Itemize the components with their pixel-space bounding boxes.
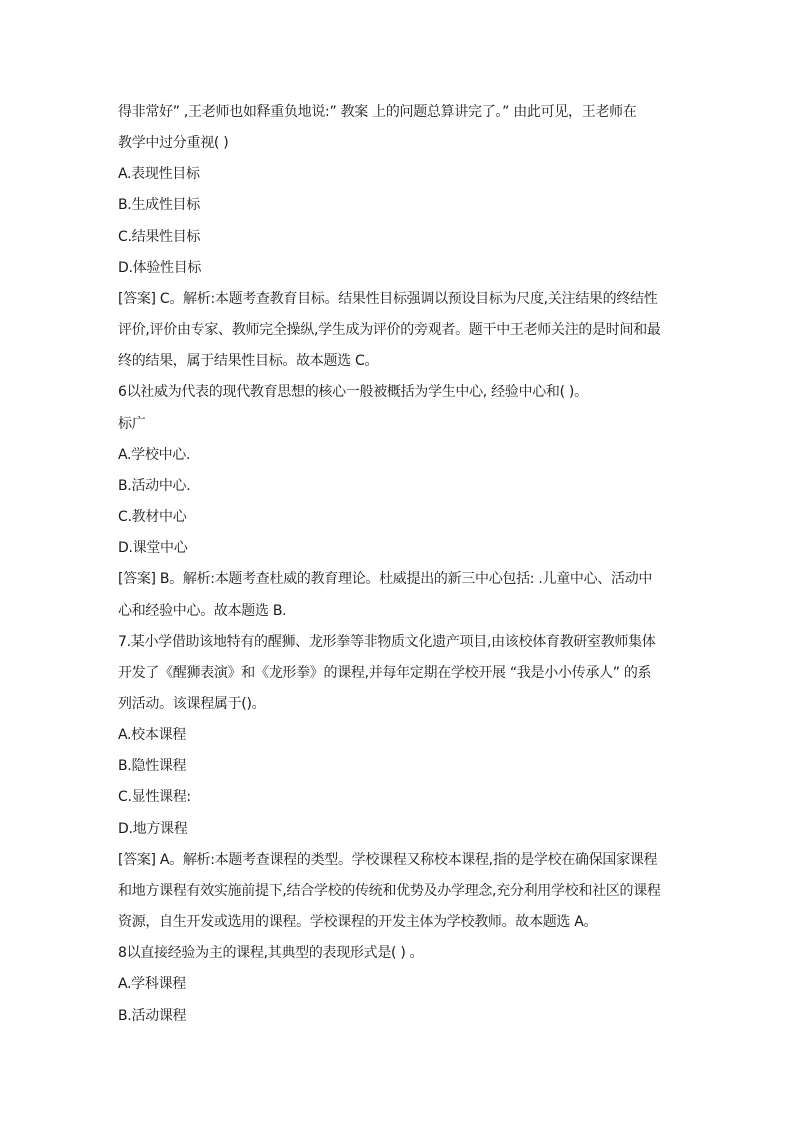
question-7-option-d: D.地方课程 (118, 820, 188, 837)
question-5-answer-end: 终的结果，属于结果性目标。故本题选 C。 (118, 353, 379, 370)
question-6-option-d: D.课堂中心 (118, 540, 188, 557)
question-5-option-d: D.体验性目标 (118, 259, 202, 276)
question-5-answer-cont: 评价,评价由专家、教师完全操纵,学生成为评价的旁观者。题干中王老师关注的是时间和最 (118, 322, 661, 339)
question-7-answer-end: 资源，自生开发或选用的课程。学校课程的开发主体为学校教师。故本题选 A。 (118, 914, 598, 931)
question-7-answer-cont: 和地方课程有效实施前提下,结合学校的传统和优势及办学理念,充分利用学校和社区的课程 (118, 882, 661, 899)
question-8-option-b: B.活动课程 (118, 1007, 187, 1024)
question-6-option-a: A.学校中心. (118, 446, 191, 463)
question-7-option-a: A.校本课程 (118, 727, 186, 744)
question-5-option-a: A.表现性目标 (118, 166, 200, 183)
question-7-stem: 7.某小学借助该地特有的醒狮、龙形拳等非物质文化遗产项目,由该校体育教研室教师集体 (118, 633, 656, 650)
question-6-stem: 6以社威为代表的现代教育思想的核心一般被概括为学生中心, 经验中心和( )。 (118, 384, 588, 401)
question-7-stem-end: 列活动。该课程属于()。 (118, 695, 266, 712)
document-page (118, 97, 688, 1032)
question-6-option-c: C.教材中心 (118, 509, 187, 526)
question-7-stem-cont: 开发了《醒狮表演》和《龙形拳》的课程,并每年定期在学校开展 “我是小小传承人” 的系 (118, 664, 652, 681)
question-8-stem: 8以直接经验为主的课程,其典型的表现形式是( ) 。 (118, 945, 424, 962)
question-7-option-c: C.显性课程: (118, 789, 191, 806)
question-6-answer: [答案] B。解析:本题考查杜威的教育理论。杜威提出的新三中心包括: .儿童中心、活动中 (118, 571, 653, 588)
question-7-option-b: B.隐性课程 (118, 758, 187, 775)
question-5-answer: [答案] C。解析:本题考查教育目标。结果性目标强调以预设目标为尺度,关注结果的终结性 (118, 290, 658, 307)
question-5-stem-continued: 得非常好” ,王老师也如释重负地说:” 教案 上的问题总算讲完了。” 由此可见，王老师在 (118, 104, 637, 120)
question-5-option-b: B.生成性目标 (118, 197, 200, 214)
question-5-option-c: C.结果性目标 (118, 228, 201, 245)
question-6-answer-end: 心和经验中心。故本题选 B. (118, 602, 287, 619)
question-7-answer: [答案] A。解析:本题考查课程的类型。学校课程又称校本课程,指的是学校在确保国家课程 (118, 851, 658, 868)
question-5-stem-end: 教学中过分重视( ) (118, 135, 229, 152)
question-6-note: 标广 (118, 415, 146, 432)
question-6-option-b: B.活动中心. (118, 477, 191, 494)
question-8-option-a: A.学科课程 (118, 976, 186, 993)
